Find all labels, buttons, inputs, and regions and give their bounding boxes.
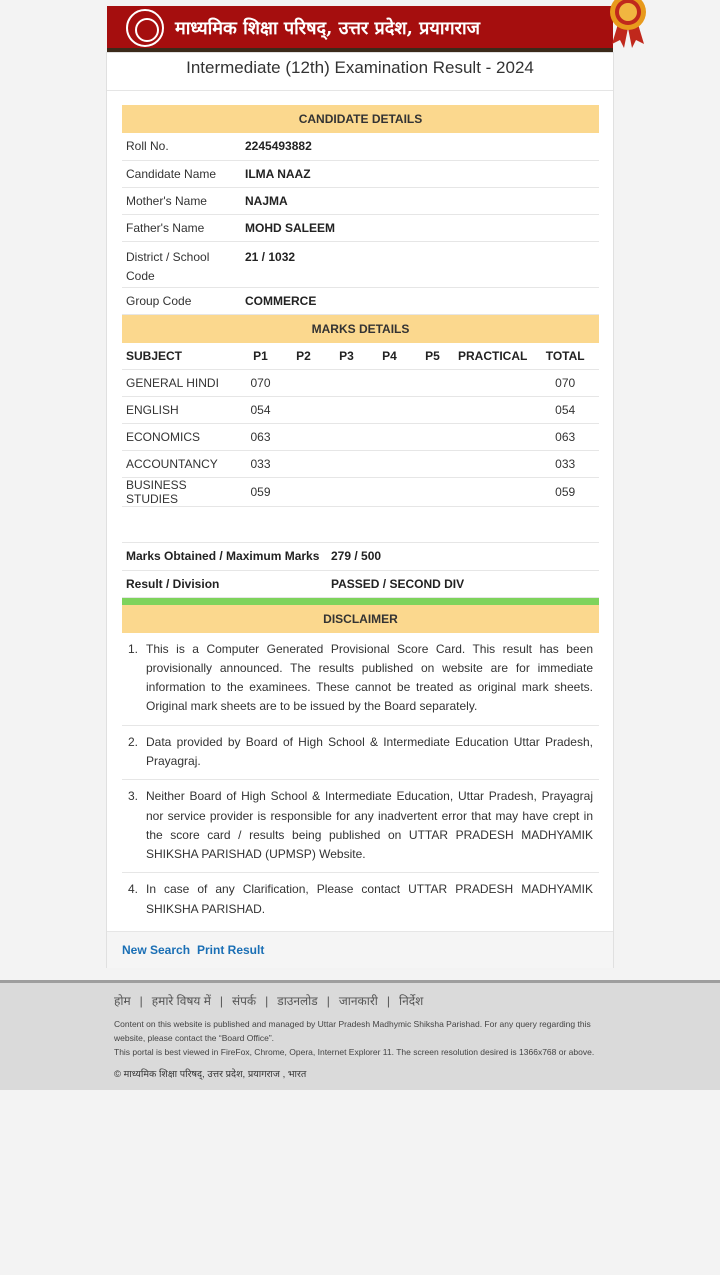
nav-contact-link[interactable]: संपर्क xyxy=(232,994,257,1008)
marks-header-row xyxy=(122,343,599,370)
marks-cell xyxy=(454,370,531,397)
column-header: TOTAL xyxy=(531,343,599,370)
candidate-details-table xyxy=(122,133,599,315)
roll-no-label: Roll No. xyxy=(122,133,241,160)
marks-cell: 070 xyxy=(239,370,282,397)
column-header: SUBJECT xyxy=(122,343,239,370)
marks-cell: 059 xyxy=(239,478,282,507)
subject-cell: BUSINESS STUDIES xyxy=(122,478,239,507)
column-header: P1 xyxy=(239,343,282,370)
item-text: This is a Computer Generated Provisional Score Card. This result has been provisionally announced. The results published on website are for immediate information to the examinees. These cannot be treated as original mark sheets. Original mark sheets are to be issued by the Board separately. xyxy=(146,641,593,714)
marks-cell xyxy=(368,397,411,424)
item-number: 2. xyxy=(128,734,139,749)
nav-separator: | xyxy=(386,994,390,1008)
marks-cell: 063 xyxy=(531,424,599,451)
footer-text-line2: website, please contact the “Board Office”. xyxy=(114,1033,275,1043)
district-school-code-value: 21 / 1032 xyxy=(241,241,599,287)
marks-cell: 054 xyxy=(531,397,599,424)
marks-cell xyxy=(368,424,411,451)
candidate-name-value: ILMA NAAZ xyxy=(241,160,599,187)
copyright-icon: © xyxy=(114,1069,121,1080)
marks-cell xyxy=(282,370,325,397)
list-item xyxy=(122,633,599,726)
table-row xyxy=(122,397,599,424)
marks-cell xyxy=(454,397,531,424)
result-card xyxy=(106,52,614,968)
table-row xyxy=(122,160,599,187)
marks-cell xyxy=(325,370,368,397)
marks-obtained-value: 279 / 500 xyxy=(327,543,599,570)
marks-cell xyxy=(411,478,454,507)
marks-cell: 063 xyxy=(239,424,282,451)
marks-cell xyxy=(325,478,368,507)
marks-cell xyxy=(411,424,454,451)
nav-separator: | xyxy=(139,994,143,1008)
site-footer xyxy=(0,980,720,1090)
nav-separator: | xyxy=(265,994,269,1008)
marks-cell: 054 xyxy=(239,397,282,424)
column-header: P2 xyxy=(282,343,325,370)
column-header: P3 xyxy=(325,343,368,370)
marks-cell xyxy=(411,397,454,424)
marks-table xyxy=(122,343,599,508)
marks-cell: 059 xyxy=(531,478,599,507)
marks-cell xyxy=(411,370,454,397)
marks-details-heading: MARKS DETAILS xyxy=(122,315,599,343)
marks-cell: 033 xyxy=(531,451,599,478)
result-division-value: PASSED / SECOND DIV xyxy=(327,570,599,597)
up-emblem-icon xyxy=(126,9,164,47)
mother-name-value: NAJMA xyxy=(241,187,599,214)
table-row xyxy=(122,570,599,597)
nav-download-link[interactable]: डाउनलोड xyxy=(277,994,318,1008)
list-item xyxy=(122,873,599,927)
subject-cell: ENGLISH xyxy=(122,397,239,424)
new-search-link[interactable]: New Search xyxy=(122,943,191,957)
marks-cell: 070 xyxy=(531,370,599,397)
marks-cell xyxy=(411,451,454,478)
father-name-value: MOHD SALEEM xyxy=(241,214,599,241)
marks-cell: 033 xyxy=(239,451,282,478)
result-division-label: Result / Division xyxy=(122,570,327,597)
table-row xyxy=(122,241,599,287)
subject-cell: GENERAL HINDI xyxy=(122,370,239,397)
marks-cell xyxy=(325,451,368,478)
table-row xyxy=(122,451,599,478)
marks-cell xyxy=(282,451,325,478)
award-ribbon-icon xyxy=(604,0,652,48)
marks-cell xyxy=(282,424,325,451)
marks-cell xyxy=(282,478,325,507)
result-summary-table xyxy=(122,543,599,598)
group-code-value: COMMERCE xyxy=(241,287,599,314)
item-text: Neither Board of High School & Intermediate Education, Uttar Pradesh, Prayagraj nor service provider is responsible for any inadvertent error that may have crept in the score card / results being published on UTTAR PRADESH MADHYAMIK SHIKSHA PARISHAD (UPMSP) Website. xyxy=(146,789,593,862)
candidate-details-heading: CANDIDATE DETAILS xyxy=(122,105,599,133)
card-actions xyxy=(107,931,613,968)
footer-nav xyxy=(114,992,423,1009)
marks-cell xyxy=(368,370,411,397)
nav-about-link[interactable]: हमारे विषय में xyxy=(151,994,211,1008)
copyright xyxy=(114,1067,306,1080)
marks-cell xyxy=(368,478,411,507)
footer-text-line1: Content on this website is published and managed by Uttar Pradesh Madhymic Shiksha Parishad. For any query regarding this xyxy=(114,1019,591,1029)
footer-text-line3: This portal is best viewed in FireFox, Chrome, Opera, Internet Explorer 11. The screen resolution desired is 1366x768 or above. xyxy=(114,1047,595,1057)
nav-instructions-link[interactable]: निर्देश xyxy=(398,994,424,1008)
table-row xyxy=(122,478,599,507)
page-title: Intermediate (12th) Examination Result - 2024 xyxy=(107,53,613,91)
group-code-label: Group Code xyxy=(122,287,241,314)
result-status-bar xyxy=(122,598,599,605)
table-row xyxy=(122,287,599,314)
table-row xyxy=(122,424,599,451)
disclaimer-heading: DISCLAIMER xyxy=(122,605,599,633)
table-row xyxy=(122,370,599,397)
subject-cell: ECONOMICS xyxy=(122,424,239,451)
marks-cell xyxy=(368,451,411,478)
father-name-label: Father's Name xyxy=(122,214,241,241)
column-header: P4 xyxy=(368,343,411,370)
marks-cell xyxy=(454,451,531,478)
list-item xyxy=(122,726,599,781)
copyright-text: माध्यमिक शिक्षा परिषद्, उत्तर प्रदेश, प्रयागराज , भारत xyxy=(123,1069,307,1080)
spacer-row xyxy=(122,507,599,543)
table-row xyxy=(122,214,599,241)
item-text: In case of any Clarification, Please contact UTTAR PRADESH MADHYAMIK SHIKSHA PARISHAD. xyxy=(146,882,593,916)
site-header xyxy=(107,6,613,52)
table-row xyxy=(122,543,599,570)
marks-cell xyxy=(325,424,368,451)
nav-information-link[interactable]: जानकारी xyxy=(338,994,378,1008)
print-result-link[interactable]: Print Result xyxy=(197,943,265,957)
marks-cell xyxy=(454,424,531,451)
nav-separator: | xyxy=(326,994,330,1008)
list-item xyxy=(122,780,599,873)
district-school-code-label: District / School Code xyxy=(122,241,241,287)
marks-obtained-label: Marks Obtained / Maximum Marks xyxy=(122,543,327,570)
table-row xyxy=(122,133,599,160)
marks-cell xyxy=(454,478,531,507)
nav-separator: | xyxy=(219,994,223,1008)
mother-name-label: Mother's Name xyxy=(122,187,241,214)
column-header: P5 xyxy=(411,343,454,370)
board-title: माध्यमिक शिक्षा परिषद्, उत्तर प्रदेश, प्रयागराज xyxy=(175,18,480,39)
candidate-name-label: Candidate Name xyxy=(122,160,241,187)
item-text: Data provided by Board of High School & Intermediate Education Uttar Pradesh, Prayagraj. xyxy=(146,734,593,768)
roll-no-value: 2245493882 xyxy=(241,133,599,160)
item-number: 1. xyxy=(128,641,139,656)
marks-cell xyxy=(282,397,325,424)
nav-home-link[interactable]: होम xyxy=(114,994,131,1008)
disclaimer-list xyxy=(122,633,599,928)
table-row xyxy=(122,187,599,214)
column-header: PRACTICAL xyxy=(454,343,531,370)
subject-cell: ACCOUNTANCY xyxy=(122,451,239,478)
marks-cell xyxy=(325,397,368,424)
item-number: 3. xyxy=(128,789,139,804)
item-number: 4. xyxy=(128,882,139,897)
